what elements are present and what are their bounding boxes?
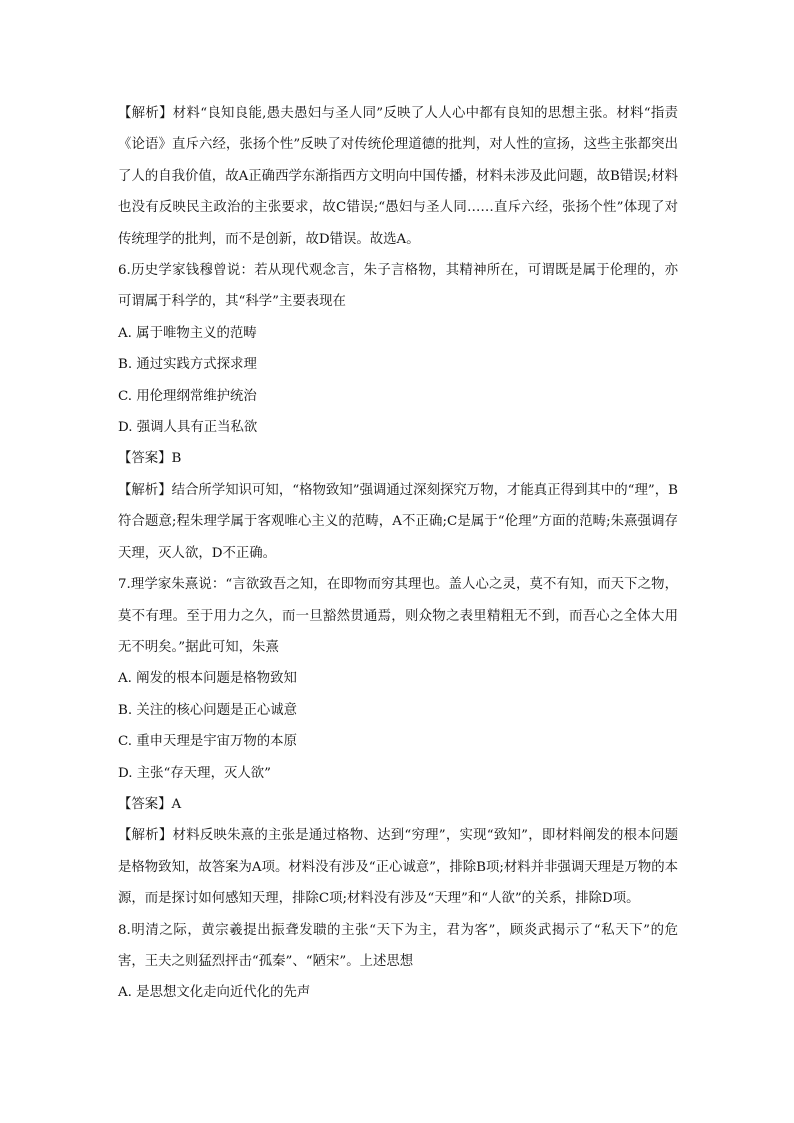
q6-option-a: A. 属于唯物主义的范畴 (118, 325, 257, 341)
question-6: 6.历史学家钱穆曾说：若从现代观念言，朱子言格物，其精神所在，可谓既是属于伦理的，亦可谓属于科学的，其“科学”主要表现在 (118, 263, 678, 310)
answer-7: 【答案】A (118, 796, 182, 812)
q7-option-a: A. 阐发的根本问题是格物致知 (118, 671, 297, 687)
analysis-6: 【解析】结合所学知识可知，“格物致知”强调通过深刻探究万物，才能真正得到其中的“理”，B符合题意;程朱理学属于客观唯心主义的范畴，A不正确;C是属于“伦理”方面的范畴;朱熹强调存天理，灭人欲，D不正确。 (118, 482, 678, 561)
q7-option-c: C. 重申天理是宇宙万物的本原 (118, 734, 297, 750)
q6-option-c: C. 用伦理纲常维护统治 (118, 388, 257, 404)
q6-option-d: D. 强调人具有正当私欲 (118, 420, 258, 436)
q7-option-d: D. 主张“存天理，灭人欲” (118, 765, 271, 781)
question-8: 8.明清之际，黄宗羲提出振聋发聩的主张“天下为主，君为客”，顾炎武揭示了“私天下”的危害，王夫之则猛烈抨击“孤秦”、“陋宋”。上述思想 (118, 922, 678, 969)
answer-6: 【答案】B (118, 451, 182, 467)
document-body (118, 98, 678, 1009)
analysis-7: 【解析】材料反映朱熹的主张是通过格物、达到“穷理”，实现“致知”，即材料阐发的根本问题是格物致知，故答案为A项。材料没有涉及“正心诚意”，排除B项;材料并非强调天理是万物的本源，而是探讨如何感知天理，排除C项;材料没有涉及“天理”和“人欲”的关系，排除D项。 (118, 828, 678, 907)
question-7: 7.理学家朱熹说：“言欲致吾之知，在即物而穷其理也。盖人心之灵，莫不有知，而天下之物，莫不有理。至于用力之久，而一旦豁然贯通焉，则众物之表里精粗无不到，而吾心之全体大用无不明矣。”据此可知，朱熹 (118, 577, 678, 655)
q7-option-b: B. 关注的核心问题是正心诚意 (118, 702, 298, 718)
q6-option-b: B. 通过实践方式探求理 (118, 357, 257, 373)
analysis-5: 【解析】材料“良知良能,愚夫愚妇与圣人同”反映了人人心中都有良知的思想主张。材料“指责《论语》直斥六经，张扬个性”反映了对传统伦理道德的批判，对人性的宣扬，这些主张都突出了人的自我价值，故A正确西学东渐指西方文明向中国传播，材料未涉及此问题，故B错误;材料也没有反映民主政治的主张要求，故C错误;“愚妇与圣人同……直斥六经，张扬个性”体现了对传统理学的批判，而不是创新，故D错误。故选A。 (118, 106, 678, 247)
q8-option-a: A. 是思想文化走向近代化的先声 (118, 985, 311, 1001)
